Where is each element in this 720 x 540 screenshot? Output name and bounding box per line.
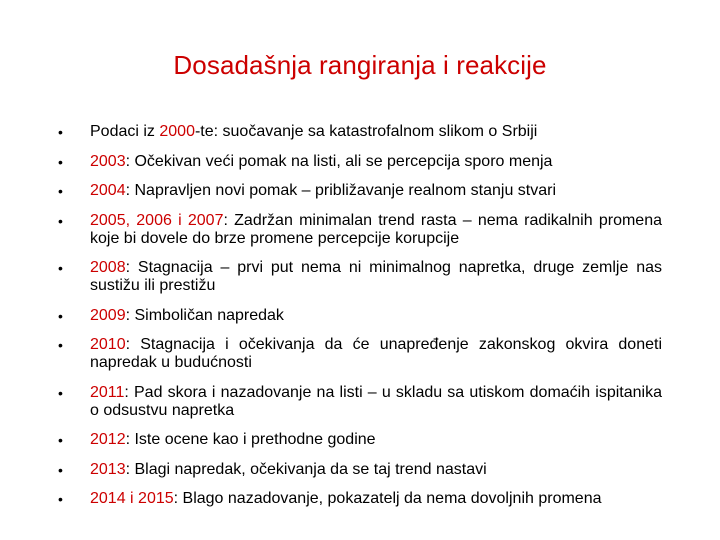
item-text: : Pad skora i nazadovanje na listi – u skladu sa utiskom domaćih ispitanika o odsustvu napretka [90, 383, 662, 419]
list-item [57, 307, 662, 325]
bullet-marker: • [58, 307, 63, 324]
item-text: : Iste ocene kao i prethodne godine [125, 431, 376, 448]
bullet-marker: • [58, 183, 63, 199]
bullet-marker: • [58, 212, 63, 229]
list-item [57, 182, 662, 200]
item-text: : Stagnacija – prvi put nema ni minimalnog napretka, druge zemlje nas sustižu ili prestižu [90, 259, 662, 294]
item-text: : Očekivan veći pomak na listi, ali se percepcija sporo menja [125, 152, 553, 170]
bullet-marker: • [58, 384, 63, 401]
bullet-marker: • [58, 153, 63, 170]
item-year: 2005, 2006 i 2007 [90, 211, 224, 229]
bullet-marker: • [58, 337, 63, 353]
item-text: -te: suočavanje sa katastrofalnom slikom o Srbiji [194, 123, 538, 140]
list-item [57, 212, 662, 248]
item-year: 2013 [90, 460, 126, 478]
item-text: : Blago nazadovanje, pokazatelj da nema dovoljnih promena [173, 490, 602, 507]
bullet-marker: • [58, 491, 63, 507]
item-year: 2000 [159, 123, 195, 140]
item-year: 2010 [90, 336, 126, 353]
item-text: : Blagi napredak, očekivanja da se taj trend nastavi [125, 460, 487, 478]
bullet-marker: • [58, 432, 63, 448]
item-year: 2004 [90, 182, 126, 199]
item-year: 2003 [90, 152, 126, 170]
item-year: 2009 [90, 306, 126, 324]
bullet-marker: • [58, 260, 63, 276]
item-lead-text: Podaci iz [90, 123, 160, 140]
item-text: : Napravljen novi pomak – približavanje realnom stanju stvari [125, 182, 557, 199]
list-item [57, 336, 662, 372]
item-text: : Stagnacija i očekivanja da će unapređenje zakonskog okvira doneti napredak u budućnosti [90, 336, 662, 371]
item-text: : Zadržan minimalan trend rasta – nema radikalnih promena koje bi dovele do brze promene percepcije korupcije [90, 211, 662, 247]
slide-title: Dosadašnja rangiranja i reakcije [173, 50, 547, 80]
list-item [57, 431, 662, 449]
bullet-marker: • [58, 461, 63, 478]
item-year: 2008 [90, 259, 126, 276]
list-item [57, 153, 662, 171]
list-item [57, 461, 662, 479]
item-text: : Simboličan napredak [125, 306, 284, 324]
bullet-list [57, 123, 662, 520]
item-year: 2014 i 2015 [90, 490, 174, 507]
item-year: 2012 [90, 431, 126, 448]
list-item [57, 259, 662, 295]
item-year: 2011 [90, 383, 125, 401]
bullet-marker: • [58, 124, 63, 140]
list-item [57, 384, 662, 420]
list-item [57, 123, 662, 141]
list-item [57, 490, 662, 508]
